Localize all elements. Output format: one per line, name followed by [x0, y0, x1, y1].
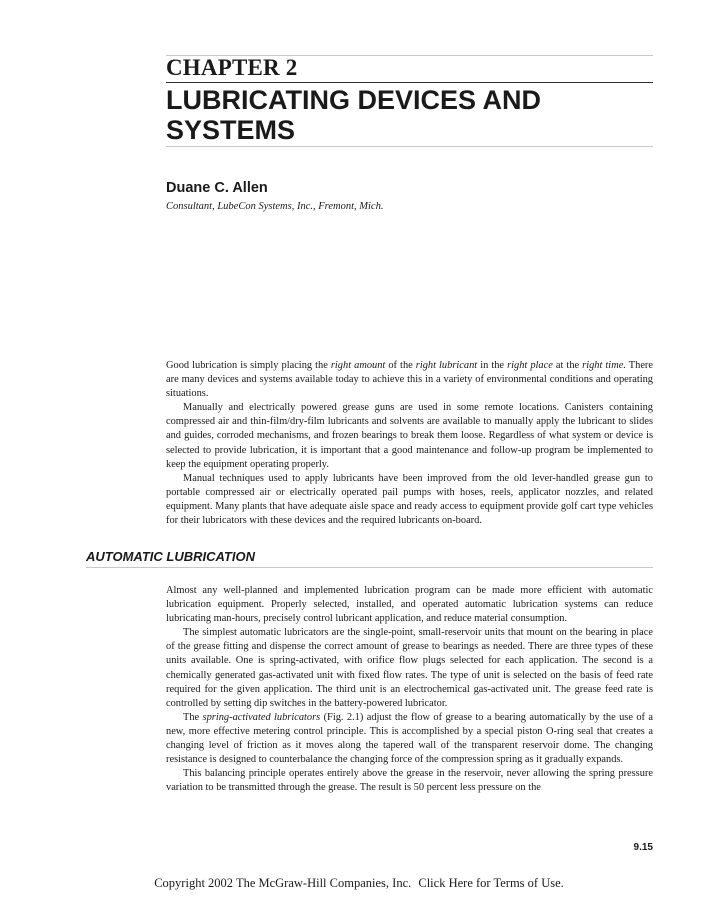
- section-paragraph-3: The spring-activated lubricators (Fig. 2.1) adjust the flow of grease to a bearing automatically by the use of a new, more effective metering control principle. This is accomplished by a special piston O-ring seal that creates a changing level of friction as it moves along the tapered wall of the transparent reservoir dome. The changing resistance is designed to counterbalance the changing force of the compression spring as it gradually expands.: [166, 711, 653, 766]
- section-text: [166, 584, 653, 795]
- section-rule: [86, 567, 653, 568]
- terms-of-use-link[interactable]: Click Here for Terms of Use.: [418, 876, 564, 890]
- author-affiliation: Consultant, LubeCon Systems, Inc., Fremont, Mich.: [166, 201, 384, 212]
- section-paragraph-4: This balancing principle operates entirely above the grease in the reservoir, never allowing the spring pressure variation to be transmitted through the grease. The result is 50 percent less pressure on the: [166, 768, 653, 794]
- section-paragraph-1: Almost any well-planned and implemented lubrication program can be made more efficient with automatic lubrication equipment. Properly selected, installed, and operated automatic lubrication systems can reduce lubricating man-hours, precisely control lubricant application, and reduce material consumption.: [166, 585, 653, 625]
- section-heading: AUTOMATIC LUBRICATION: [86, 549, 255, 564]
- chapter-rule: [166, 82, 653, 83]
- intro-paragraph-2: Manually and electrically powered grease guns are used in some remote locations. Canisters containing compressed air and thin-film/dry-film lubricants and solvents are available to manually apply the lubricant to slides and guides, corroded mechanisms, and frozen bearings to break them loose. Regardless of what system or device is selected to provide lubrication, it is important that a good maintenance and follow-up program be implemented to keep the equipment operating properly.: [166, 402, 653, 470]
- intro-paragraph-3: Manual techniques used to apply lubricants have been improved from the old lever-handled grease gun to portable compressed air or electrically operated pail pumps with hoses, reels, applicator nozzles, and related equipment. Many plants that have adequate aisle space and ready access to equipment provide golf cart type vehicles for their lubricators with these devices and the required lubricants on-board.: [166, 472, 653, 527]
- copyright-text: Copyright 2002 The McGraw-Hill Companies, Inc.: [154, 876, 412, 890]
- intro-text: [166, 359, 653, 528]
- chapter-label: CHAPTER 2: [166, 55, 298, 80]
- title-rule: [166, 146, 653, 147]
- page-number: 9.15: [633, 842, 653, 853]
- author-name: Duane C. Allen: [166, 180, 268, 196]
- chapter-title: LUBRICATING DEVICES AND SYSTEMS: [166, 85, 542, 145]
- section-paragraph-2: The simplest automatic lubricators are the single-point, small-reservoir units that mount on the bearing in place of the grease fitting and dispense the correct amount of grease to bearings as needed. There are three types of these units available. One is spring-activated, with orifice flow plugs selected for each application. The second is a chemically generated gas-activated unit with fixed flow rates. The type of unit is selected on the basis of feed rate required for the given application. The third unit is an electrochemical gas-activated unit. The grease feed rate is controlled by setting dip switches in the battery-powered lubricator.: [166, 627, 653, 709]
- intro-paragraph-1: Good lubrication is simply placing the right amount of the right lubricant in the right place at the right time. There are many devices and systems available today to achieve this in a variety of environmental conditions and operating situations.: [166, 360, 654, 400]
- footer: [0, 876, 718, 891]
